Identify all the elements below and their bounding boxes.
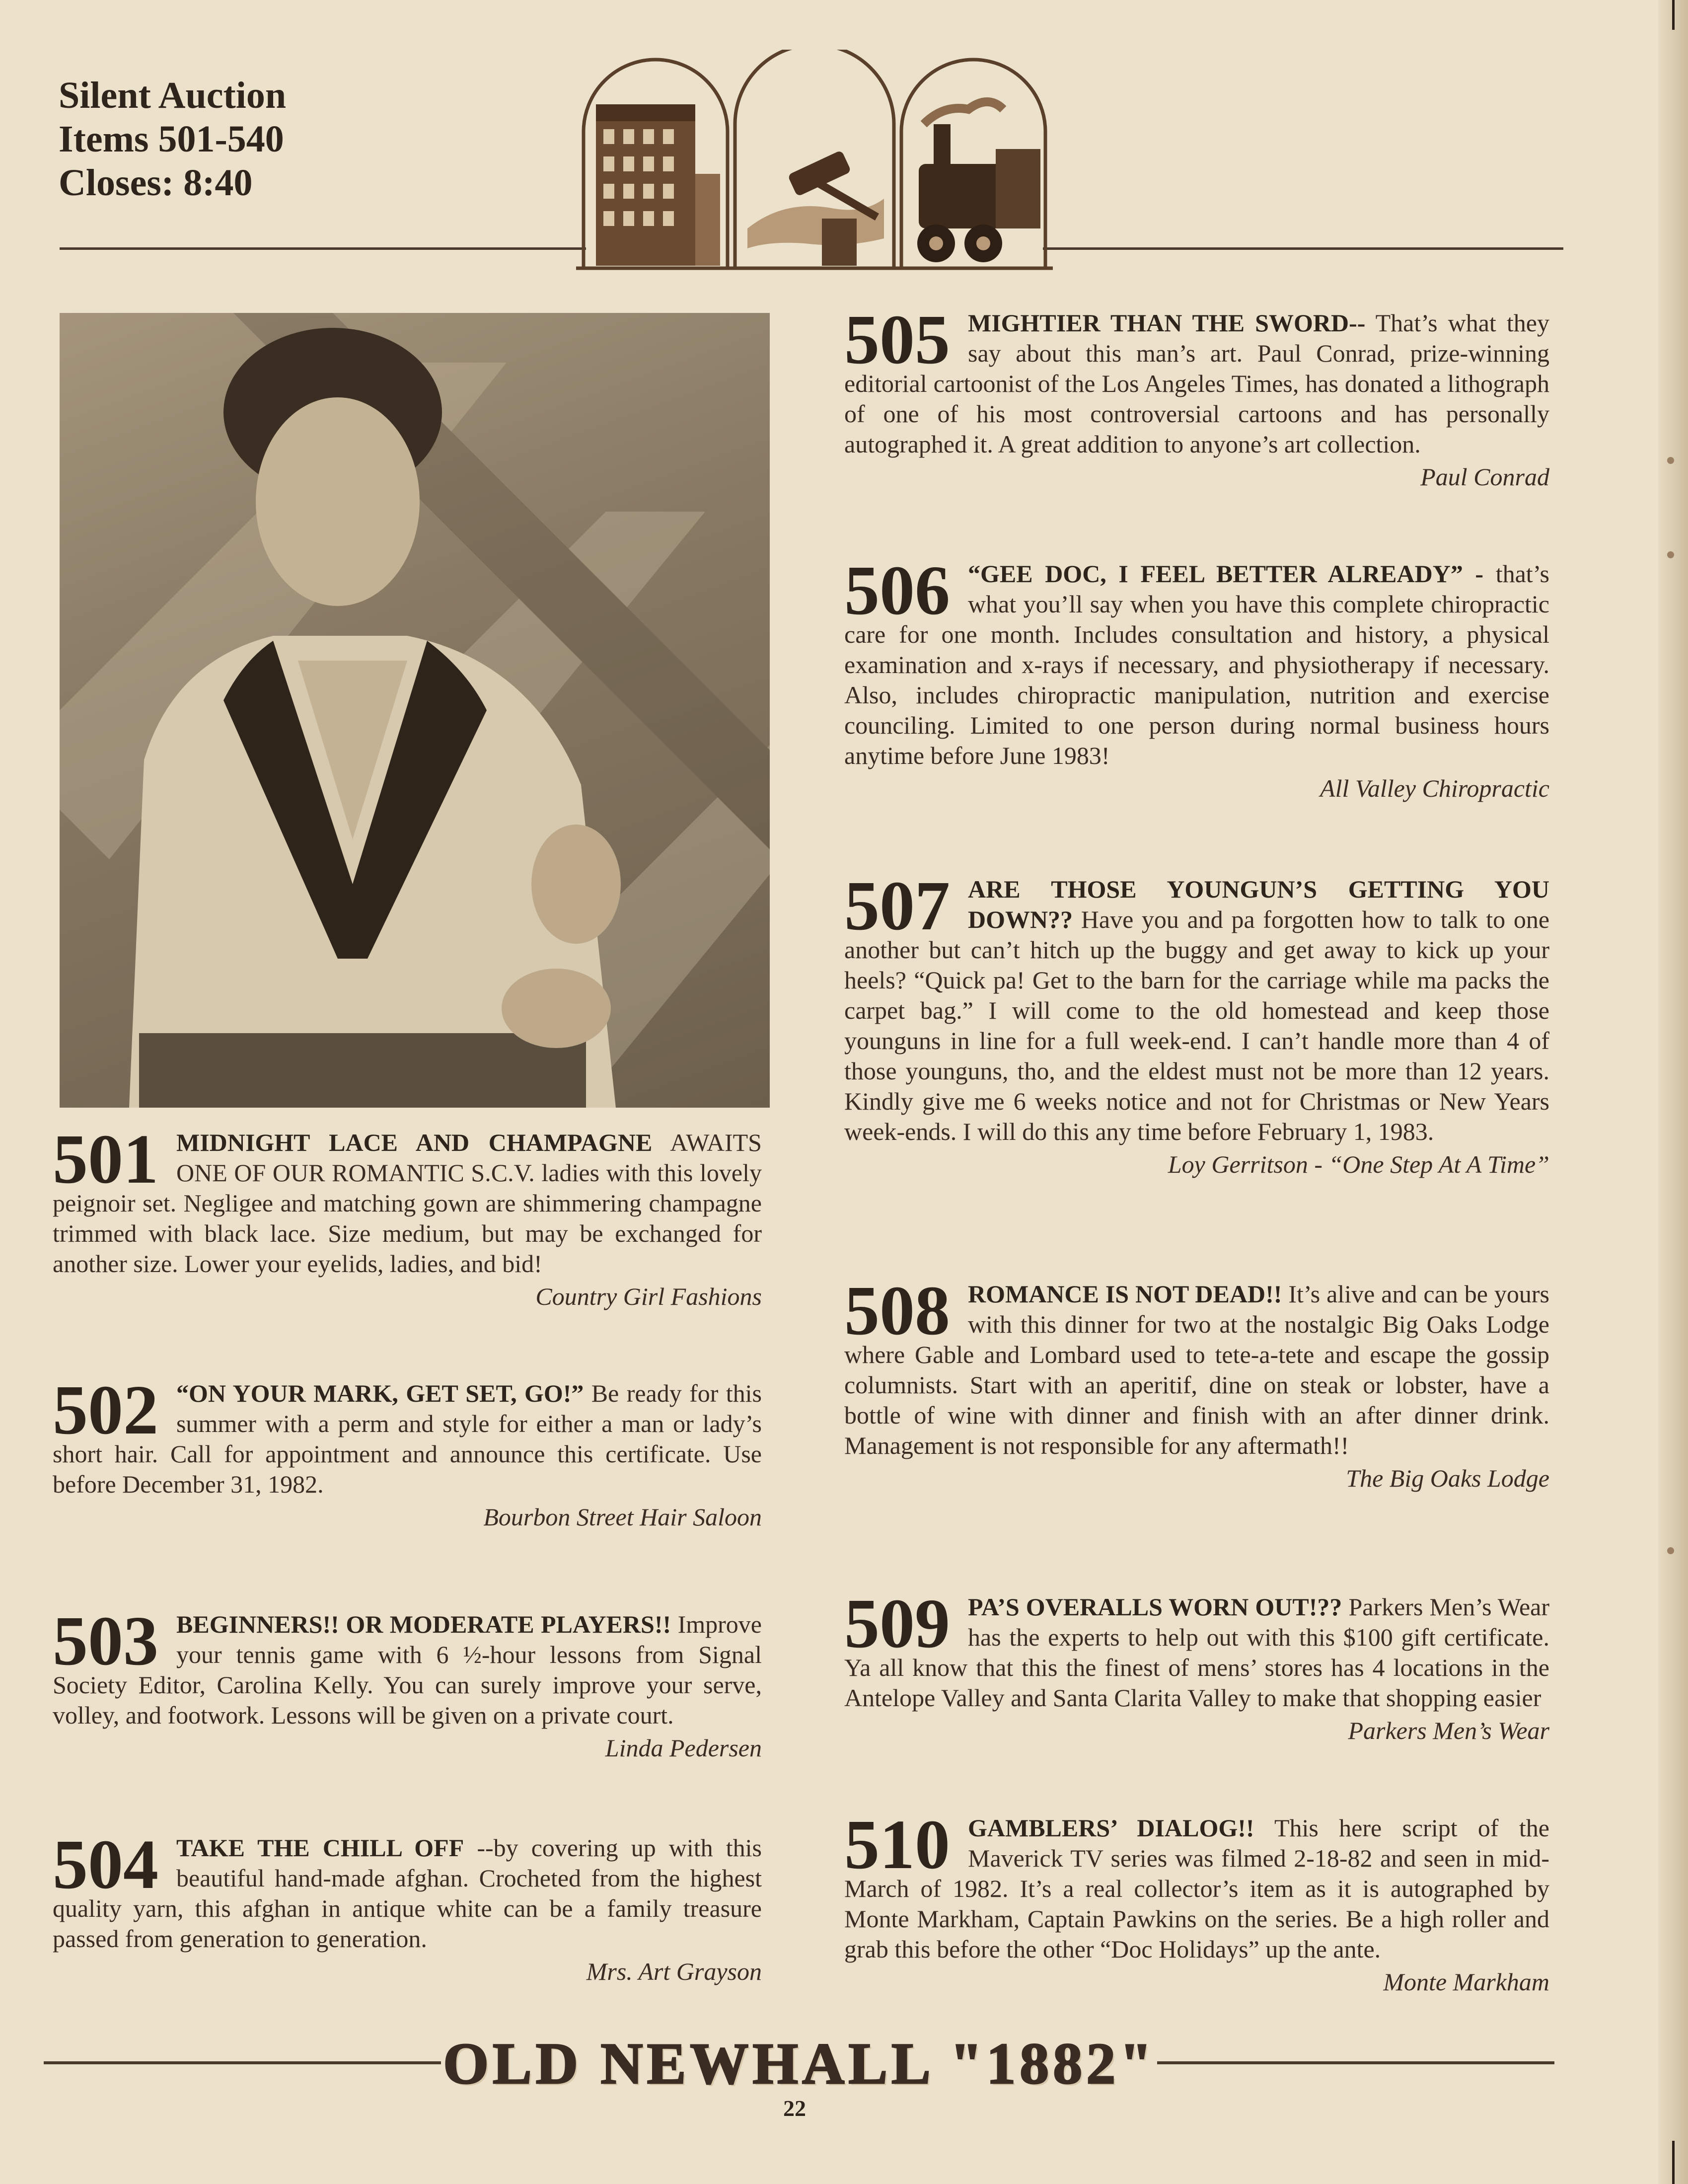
footer-title: OLD NEWHALL "1882" (443, 2031, 1156, 2096)
item-description (844, 866, 1550, 1147)
auction-item-501 (53, 1120, 762, 1313)
item-headline: ARE THOSE YOUNGUN’S GETTING YOU DOWN?? (968, 875, 1549, 933)
auction-item-507 (844, 866, 1550, 1181)
item-headline: PA’S OVERALLS WORN OUT!?? (968, 1593, 1342, 1621)
item-number: 510 (844, 1805, 950, 1883)
item-donor: Mrs. Art Grayson (586, 1958, 762, 1985)
item-donor: Country Girl Fashions (535, 1282, 762, 1310)
item-headline: “ON YOUR MARK, GET SET, GO!” (176, 1379, 584, 1407)
header-line-3: Closes: 8:40 (59, 162, 253, 204)
edge-mark (1667, 457, 1674, 464)
item-text: That’s what they say about this man’s art. Paul Conrad, prize-winning editorial cartoonist of the Los Angeles Times, has donated a lithograph of one of his most controversial cartoons and has personally autographed it. A great addition to anyone’s art collection. (844, 309, 1549, 458)
header-line-1: Silent Auction (59, 75, 287, 116)
item-description (844, 1584, 1549, 1713)
item-description (844, 551, 1550, 771)
edge-mark (1667, 551, 1674, 558)
item-donor: Parkers Men’s Wear (1348, 1717, 1549, 1744)
item-number: 501 (53, 1120, 158, 1198)
edge-mark (1672, 2141, 1675, 2184)
page-number: 22 (783, 2096, 806, 2121)
item-headline: BEGINNERS!! OR MODERATE PLAYERS!! (176, 1610, 671, 1638)
item-donor: The Big Oaks Lodge (1346, 1464, 1549, 1492)
header-rule-right (1043, 247, 1563, 250)
item-text: This here script of the Maverick TV series was filmed 2-18-82 and seen in mid-March of 1982. It’s a real collector’s item as it is autographed by Monte Markham, Captain Pawkins on the series. Be a high roller and grab this before the other “Doc Holidays” up the ante. (844, 1814, 1549, 1963)
edge-mark (1672, 0, 1675, 30)
item-donor: Linda Pedersen (605, 1734, 762, 1762)
item-number: 504 (53, 1825, 158, 1903)
locomotive-icon (917, 102, 1040, 262)
item-headline: MIGHTIER THAN THE SWORD-- (968, 309, 1366, 337)
auction-item-504 (53, 1825, 762, 1988)
item-number: 503 (53, 1601, 158, 1680)
item-description (844, 1271, 1550, 1461)
edge-mark (1667, 1547, 1674, 1554)
header-rule-left (60, 247, 586, 250)
item-headline: ROMANCE IS NOT DEAD!! (968, 1280, 1282, 1308)
item-headline: “GEE DOC, I FEEL BETTER ALREADY” - (968, 560, 1484, 588)
header-line-2: Items 501-540 (59, 118, 284, 160)
gavel-icon (747, 150, 884, 266)
item-text: --by covering up with this beautiful hand-made afghan. Crocheted from the highest quality yarn, this afghan in antique white can be a family treasure passed from generation to generation. (53, 1834, 762, 1953)
building-icon (596, 104, 720, 266)
item-text: Have you and pa forgotten how to talk to one another but can’t hitch up the buggy and get away to kick up your heels? “Quick pa! Get to the barn for the carriage while ma packs the carpet bag.” I will come to the old homestead and keep those younguns in line for a full week-end. I can’t handle more than 4 of those younguns, tho, and the eldest must not be more than 12 years. Kindly give me 6 weeks notice and not for Christmas or New Years week-ends. I will do this any time before February 1, 1983. (844, 905, 1550, 1145)
item-donor: Paul Conrad (1420, 463, 1549, 491)
item-text: It’s alive and can be yours with this dinner for two at the nostalgic Big Oaks Lodge where Gable and Lombard used to tete-a-tete and escape the gossip columnists. Start with an aperitif, dine on steak or lobster, have a bottle of wine with dinner and finish with an after dinner drink. Management is not responsible for any aftermath!! (844, 1280, 1550, 1459)
item-number: 509 (844, 1584, 950, 1662)
auction-item-502 (53, 1370, 762, 1533)
footer-rule-left (44, 2061, 441, 2064)
footer-rule-right (1157, 2061, 1554, 2064)
item-number: 502 (53, 1370, 158, 1449)
item-description (53, 1120, 762, 1279)
auction-item-503 (53, 1601, 762, 1764)
item-text: AWAITS ONE OF OUR ROMANTIC S.C.V. ladies with this lovely peignoir set. Negligee and matching gown are shimmering champagne trimmed with black lace. Size medium, but may be exchanged for another size. Lower your eyelids, ladies, and bid! (53, 1129, 762, 1278)
item-description (53, 1825, 762, 1954)
item-donor: All Valley Chiropractic (1320, 774, 1549, 802)
auction-emblem (576, 50, 1053, 273)
page-edge (1658, 0, 1688, 2184)
auction-item-510 (844, 1805, 1549, 1998)
item-headline: TAKE THE CHILL OFF (176, 1834, 464, 1862)
item-number: 507 (844, 866, 950, 945)
auction-header (59, 74, 286, 205)
item-description (844, 300, 1549, 459)
item-description (844, 1805, 1549, 1964)
item-donor: Monte Markham (1383, 1968, 1549, 1996)
item-number: 505 (844, 300, 950, 378)
item-text: that’s what you’ll say when you have this complete chiropractic care for one month. Includes consultation and history, a physical examination and x-rays if necessary, and physiotherapy if necessary. Also, includes chiropractic manipulation, nutrition and exercise counciling. Limited to one person during normal business hours anytime before June 1983! (844, 560, 1550, 769)
item-description (53, 1601, 762, 1731)
auction-item-505 (844, 300, 1549, 493)
item-501-photo (60, 313, 770, 1108)
item-donor: Loy Gerritson - “One Step At A Time” (1168, 1150, 1549, 1178)
item-headline: MIDNIGHT LACE AND CHAMPAGNE (176, 1129, 653, 1156)
item-headline: GAMBLERS’ DIALOG!! (968, 1814, 1254, 1842)
auction-item-509 (844, 1584, 1549, 1747)
item-text: Parkers Men’s Wear has the experts to help out with this $100 gift certificate. Ya all know that this the finest of mens’ stores has 4 locations in the Antelope Valley and Santa Clarita Valley to make that shopping easier (844, 1593, 1549, 1712)
item-number: 506 (844, 551, 950, 629)
item-donor: Bourbon Street Hair Saloon (483, 1503, 762, 1531)
auction-item-508 (844, 1271, 1550, 1495)
item-text: Be ready for this summer with a perm and style for either a man or lady’s short hair. Call for appointment and announce this certificate. Use before December 31, 1982. (53, 1379, 762, 1498)
auction-item-506 (844, 551, 1550, 805)
item-number: 508 (844, 1271, 950, 1350)
item-description (53, 1370, 762, 1500)
item-text: Improve your tennis game with 6 ½-hour lessons from Signal Society Editor, Carolina Kelly. You can surely improve your serve, volley, and footwork. Lessons will be given on a private court. (53, 1610, 762, 1729)
